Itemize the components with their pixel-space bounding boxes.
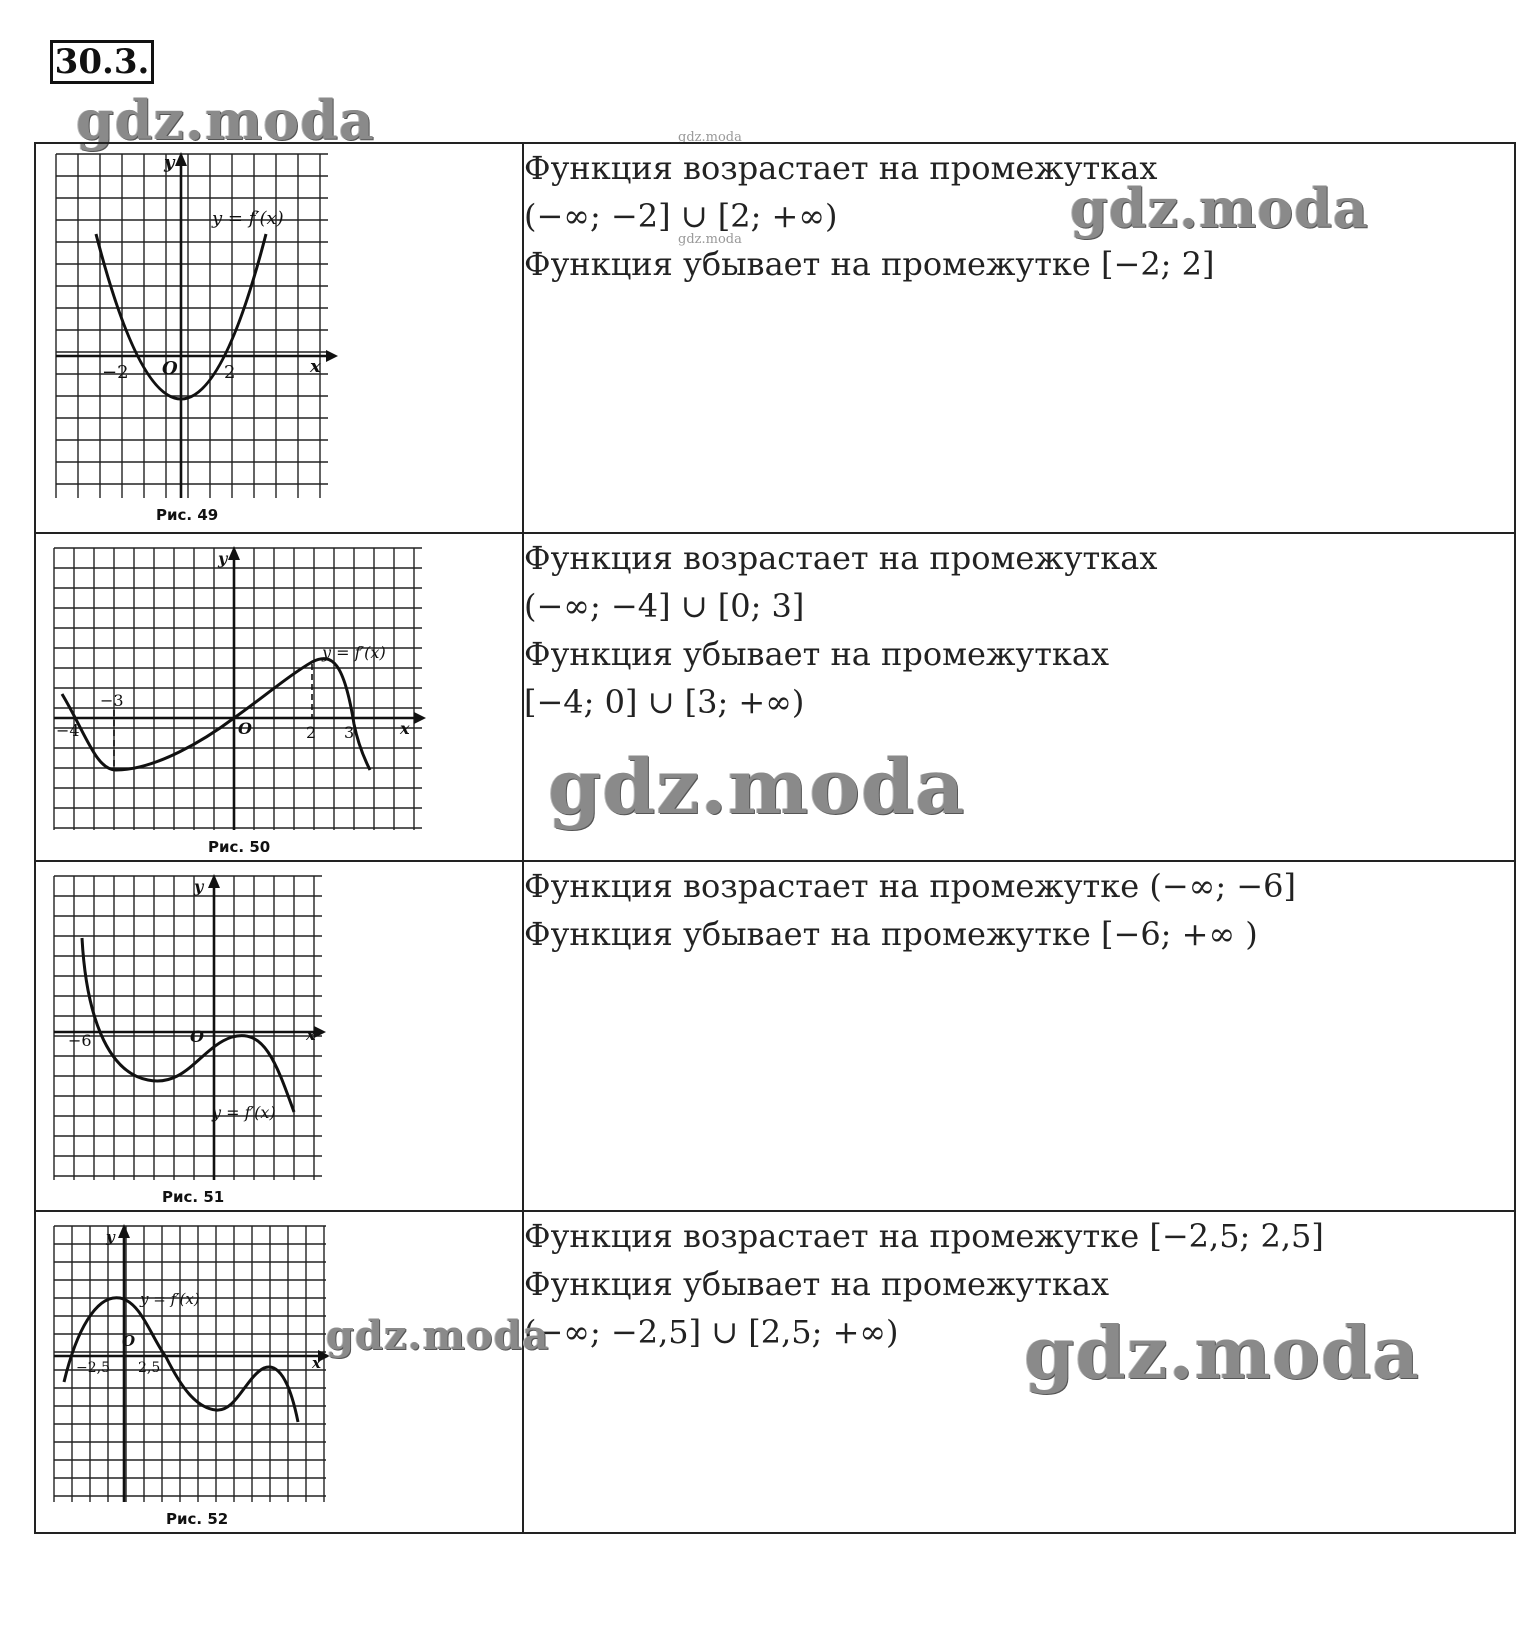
function-label: y = f′(x) <box>322 643 386 662</box>
answer-line: Функция возрастает на промежутках <box>524 539 1158 577</box>
grid <box>56 154 328 498</box>
answer-line: Функция убывает на промежутке [−6; +∞ ) <box>524 915 1258 953</box>
axis-y-label: y <box>218 549 228 568</box>
answer-line: Функция возрастает на промежутках <box>524 149 1158 187</box>
watermark: gdz.moda <box>548 742 966 831</box>
function-label: y = f′(x) <box>212 208 284 229</box>
origin-label: O <box>162 358 178 379</box>
answer-cell <box>523 861 1515 1211</box>
function-curve <box>62 659 370 770</box>
answer-line: Функция убывает на промежутках <box>524 635 1110 673</box>
answer-line: (−∞; −2] ∪ [2; +∞) <box>524 197 838 235</box>
figure-cell <box>35 143 523 533</box>
figure-cell <box>35 533 523 861</box>
tick-label: −6 <box>68 1031 92 1050</box>
problem-number: 30.3. <box>50 40 154 84</box>
watermark: gdz.moda <box>1024 1310 1420 1395</box>
x-axis-arrow <box>326 350 338 362</box>
answer-line: Функция убывает на промежутках <box>524 1265 1110 1303</box>
tick-label: 2 <box>224 362 236 383</box>
table-row <box>35 861 1515 1211</box>
figure-50 <box>36 534 522 860</box>
origin-label: O <box>122 1332 136 1350</box>
axis-x-label: x <box>312 1354 321 1372</box>
grid <box>54 876 322 1180</box>
axis-x-label: x <box>310 356 321 377</box>
figure-51 <box>36 862 522 1210</box>
answer-line: (−∞; −4] ∪ [0; 3] <box>524 587 805 625</box>
grid <box>54 548 422 830</box>
figure-caption: Рис. 52 <box>166 1510 229 1528</box>
answer-line: (−∞; −2,5] ∪ [2,5; +∞) <box>524 1313 899 1351</box>
answer-line: Функция убывает на промежутке [−2; 2] <box>524 245 1215 283</box>
axis-y-label: y <box>164 152 175 173</box>
watermark: gdz.moda <box>678 232 742 247</box>
figure-cell <box>35 1211 523 1533</box>
figure-caption: Рис. 51 <box>162 1188 225 1206</box>
function-label: y = f′(x) <box>140 1290 200 1308</box>
tick-label: −2 <box>102 362 129 383</box>
watermark: gdz.moda <box>76 88 375 152</box>
watermark: gdz.moda <box>326 1312 550 1359</box>
figure-caption: Рис. 50 <box>208 838 271 856</box>
tick-label: 2,5 <box>138 1360 161 1376</box>
answer-line: Функция возрастает на промежутке [−2,5; 2,5] <box>524 1217 1324 1255</box>
watermark: gdz.moda <box>1070 176 1369 240</box>
figure-caption: Рис. 49 <box>156 506 219 524</box>
tick-label: 2 <box>306 723 317 742</box>
tick-label: −4 <box>56 721 80 740</box>
figure-52 <box>36 1212 522 1532</box>
answer-line: [−4; 0] ∪ [3; +∞) <box>524 683 805 721</box>
x-axis-arrow <box>414 712 426 724</box>
answer-line: Функция возрастает на промежутке (−∞; −6] <box>524 867 1296 905</box>
axis-y-label: y <box>106 1228 115 1246</box>
axis-y-label: y <box>194 877 204 896</box>
tick-label: −3 <box>100 691 124 710</box>
figure-49 <box>36 144 522 532</box>
figure-cell <box>35 861 523 1211</box>
watermark: gdz.moda <box>678 130 742 145</box>
function-label: y = f′(x) <box>212 1103 276 1122</box>
origin-label: O <box>190 1027 204 1046</box>
tick-label: −2,5 <box>76 1360 110 1376</box>
axis-x-label: x <box>306 1025 316 1044</box>
origin-label: O <box>238 719 252 738</box>
axis-x-label: x <box>400 719 410 738</box>
tick-label: 3 <box>344 723 355 742</box>
